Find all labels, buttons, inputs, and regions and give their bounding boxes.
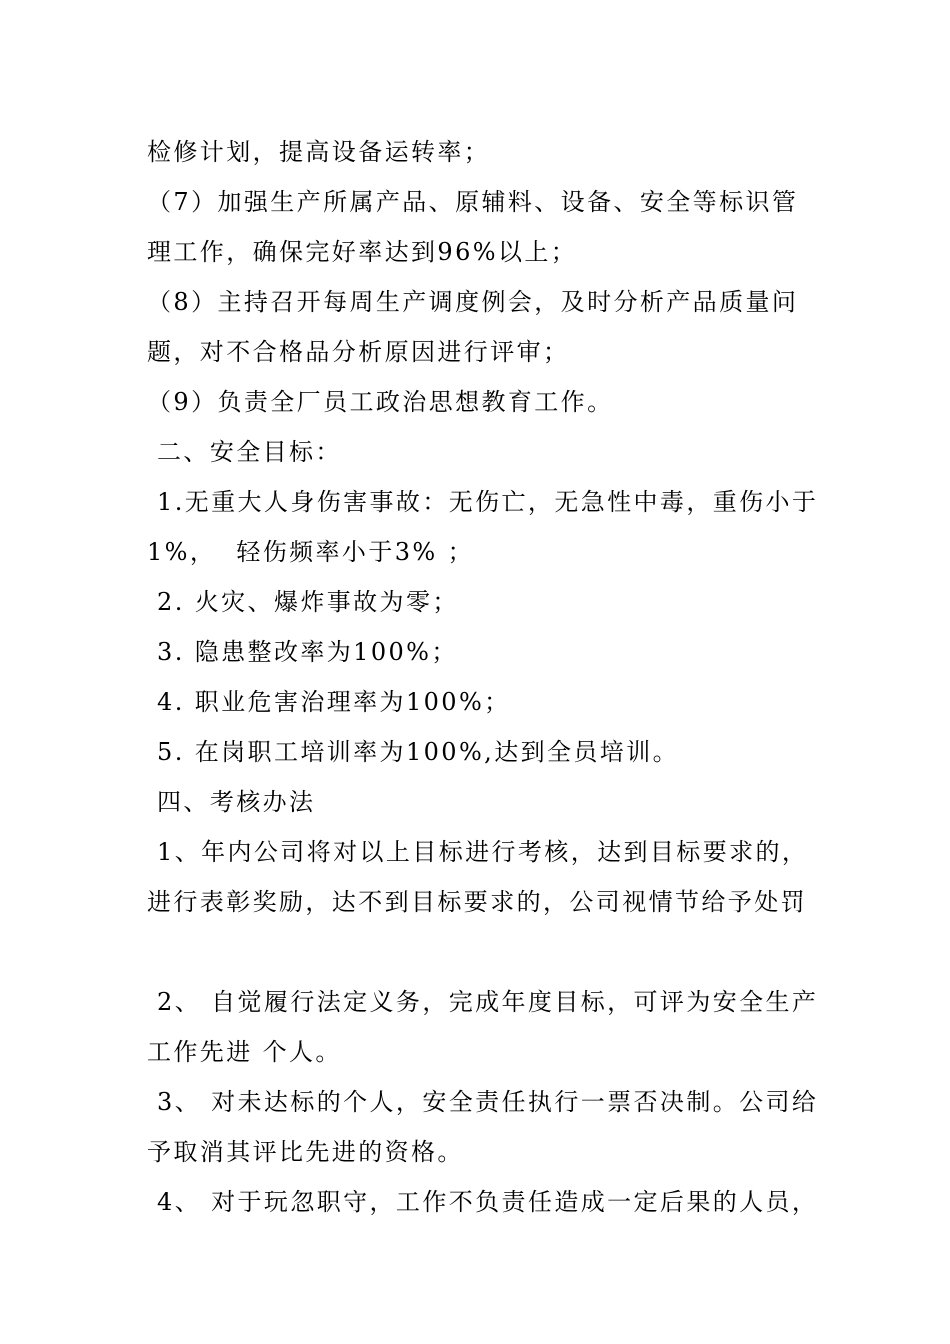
section-heading: 二、安全目标： [147,438,342,466]
text-line: 2、 自觉履行法定义务，完成年度目标，可评为安全生产 [147,988,819,1016]
text-line: 工作先进 个人。 [147,1038,342,1066]
text-line: 检修计划，提高设备运转率； [147,138,491,166]
text-line: 1.无重大人身伤害事故：无伤亡，无急性中毒，重伤小于 [147,488,819,516]
text-line: 3、 对未达标的个人，安全责任执行一票否决制。公司给 [147,1088,819,1116]
text-line: 4. 职业危害治理率为100%； [147,688,511,716]
text-line: 3. 隐患整改率为100%； [147,638,458,666]
text-line: 2. 火灾、爆炸事故为零； [147,588,459,616]
text-line: （7）加强生产所属产品、原辅料、设备、安全等标识管 [147,188,799,216]
text-line: 5. 在岗职工培训率为100%,达到全员培训。 [147,738,679,766]
text-line: （9）负责全厂员工政治思想教育工作。 [147,388,614,416]
text-line: 进行表彰奖励，达不到目标要求的，公司视情节给予处罚 [147,888,807,916]
text-line: 1%， 轻伤频率小于3% ； [147,538,475,566]
text-line: 题，对不合格品分析原因进行评审； [147,338,570,366]
text-line: （8）主持召开每周生产调度例会，及时分析产品质量问 [147,288,799,316]
text-line: 1、年内公司将对以上目标进行考核，达到目标要求的， [147,838,809,866]
text-line: 理工作，确保完好率达到96%以上； [147,238,578,266]
text-line: 予取消其评比先进的资格。 [147,1138,464,1166]
text-line: 4、 对于玩忽职守，工作不负责任造成一定后果的人员， [147,1188,819,1216]
section-heading: 四、考核办法 [147,788,316,816]
